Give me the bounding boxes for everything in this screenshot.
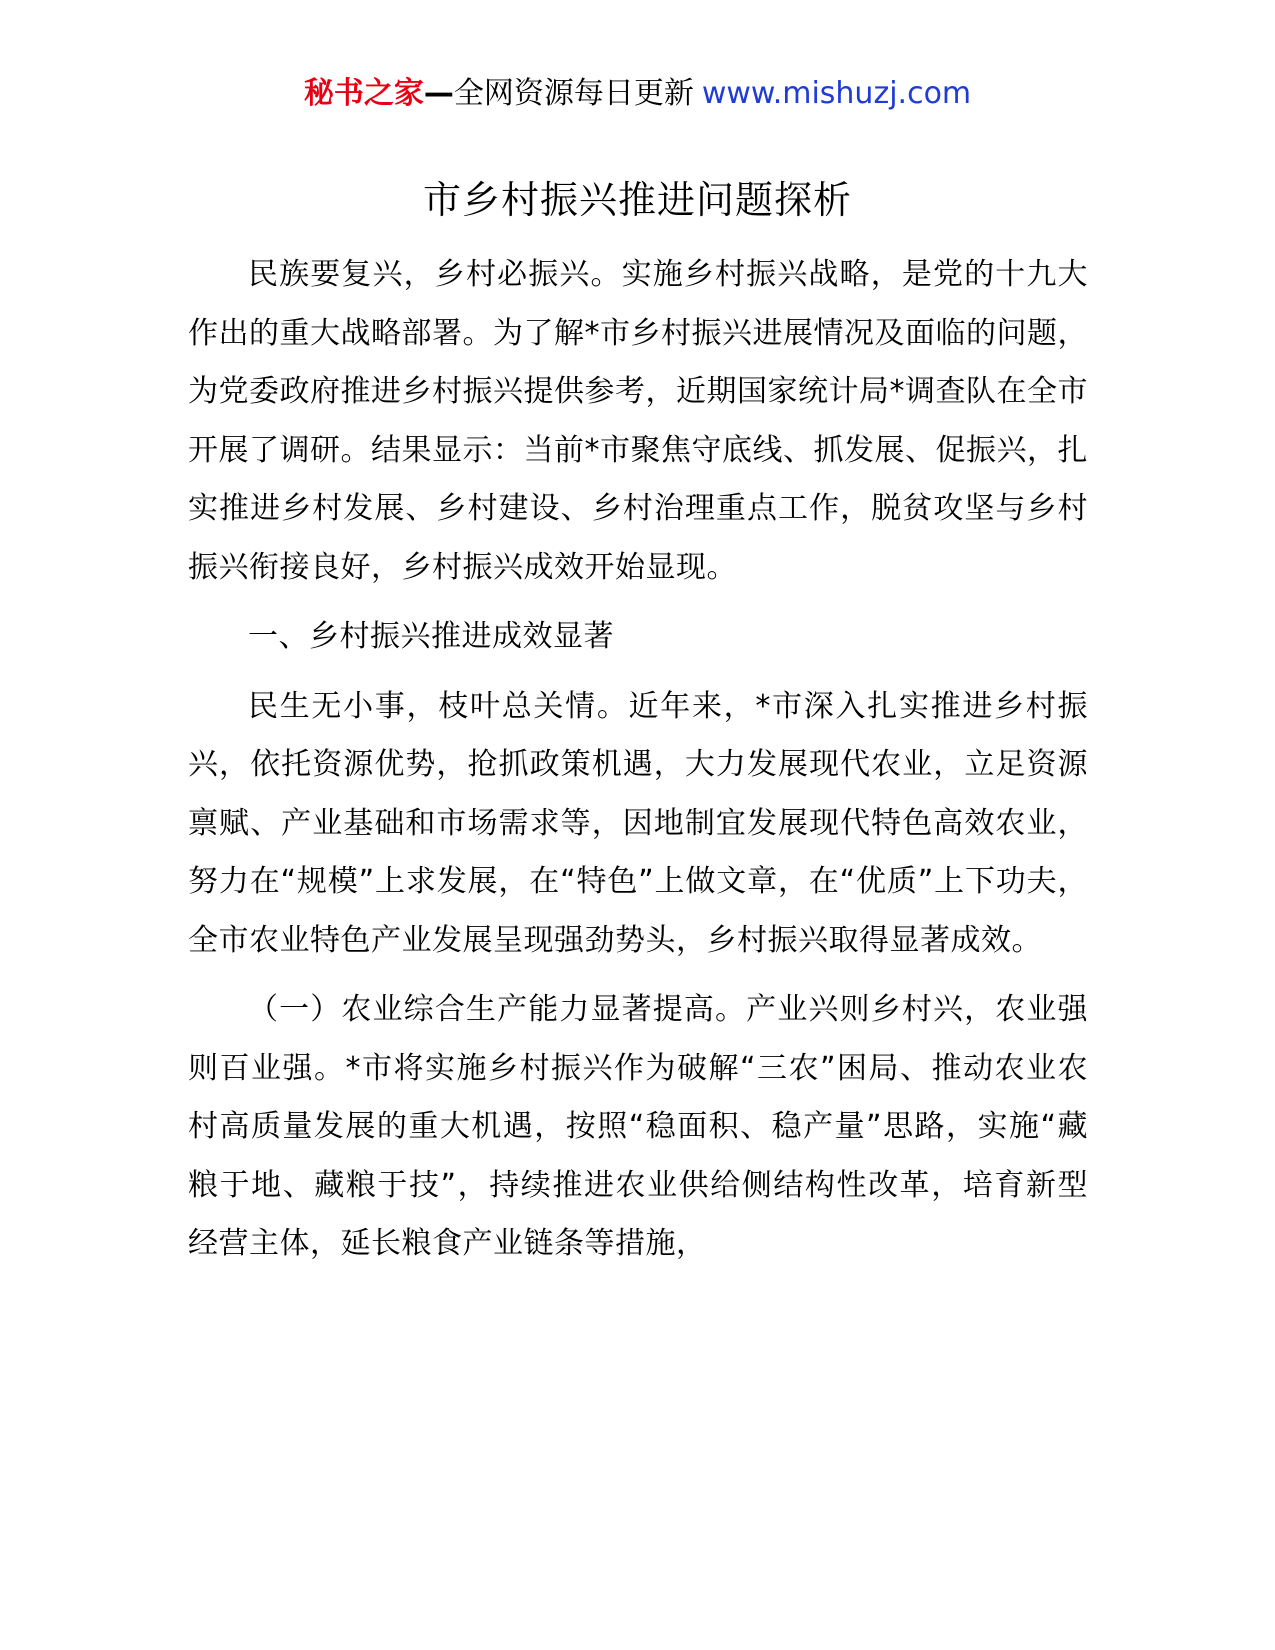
site-tagline: 全网资源每日更新 xyxy=(453,76,694,111)
site-brand: 秘书之家 xyxy=(303,76,424,111)
intro-paragraph: 民族要复兴，乡村必振兴。实施乡村振兴战略，是党的十九大作出的重大战略部署。为了解*市乡村振兴进展情况及面临的问题，为党委政府推进乡村振兴提供参考，近期国家统计局*调查队在全市开展了调研。结果显示：当前*市聚焦守底线、抓发展、促振兴，扎实推进乡村发展、乡村建设、乡村治理重点工作，脱贫攻坚与乡村振兴衔接良好，乡村振兴成效开始显现。 xyxy=(188,257,1088,585)
site-url-link[interactable]: www.mishuzj.com xyxy=(701,76,972,111)
document-body xyxy=(188,246,1088,1285)
section-heading: 一、乡村振兴推进成效显著 xyxy=(248,619,614,654)
body-paragraph: （一）农业综合生产能力显著提高。产业兴则乡村兴，农业强则百业强。*市将实施乡村振兴作为破解“三农”困局、推动农业农村高质量发展的重大机遇，按照“稳面积、稳产量”思路，实施“藏粮于地、藏粮于技”，持续推进农业供给侧结构性改革，培育新型经营主体，延长粮食产业链条等措施， xyxy=(188,992,1088,1261)
document-title: 市乡村振兴推进问题探析 xyxy=(422,178,852,222)
site-header xyxy=(0,72,1275,116)
body-paragraph: 民生无小事，枝叶总关情。近年来，*市深入扎实推进乡村振兴，依托资源优势，抢抓政策机遇，大力发展现代农业，立足资源禀赋、产业基础和市场需求等，因地制宜发展现代特色高效农业，努力在“规模”上求发展，在“特色”上做文章，在“优质”上下功夫，全市农业特色产业发展呈现强劲势头，乡村振兴取得显著成效。 xyxy=(188,688,1088,958)
header-dash: — xyxy=(423,76,454,111)
